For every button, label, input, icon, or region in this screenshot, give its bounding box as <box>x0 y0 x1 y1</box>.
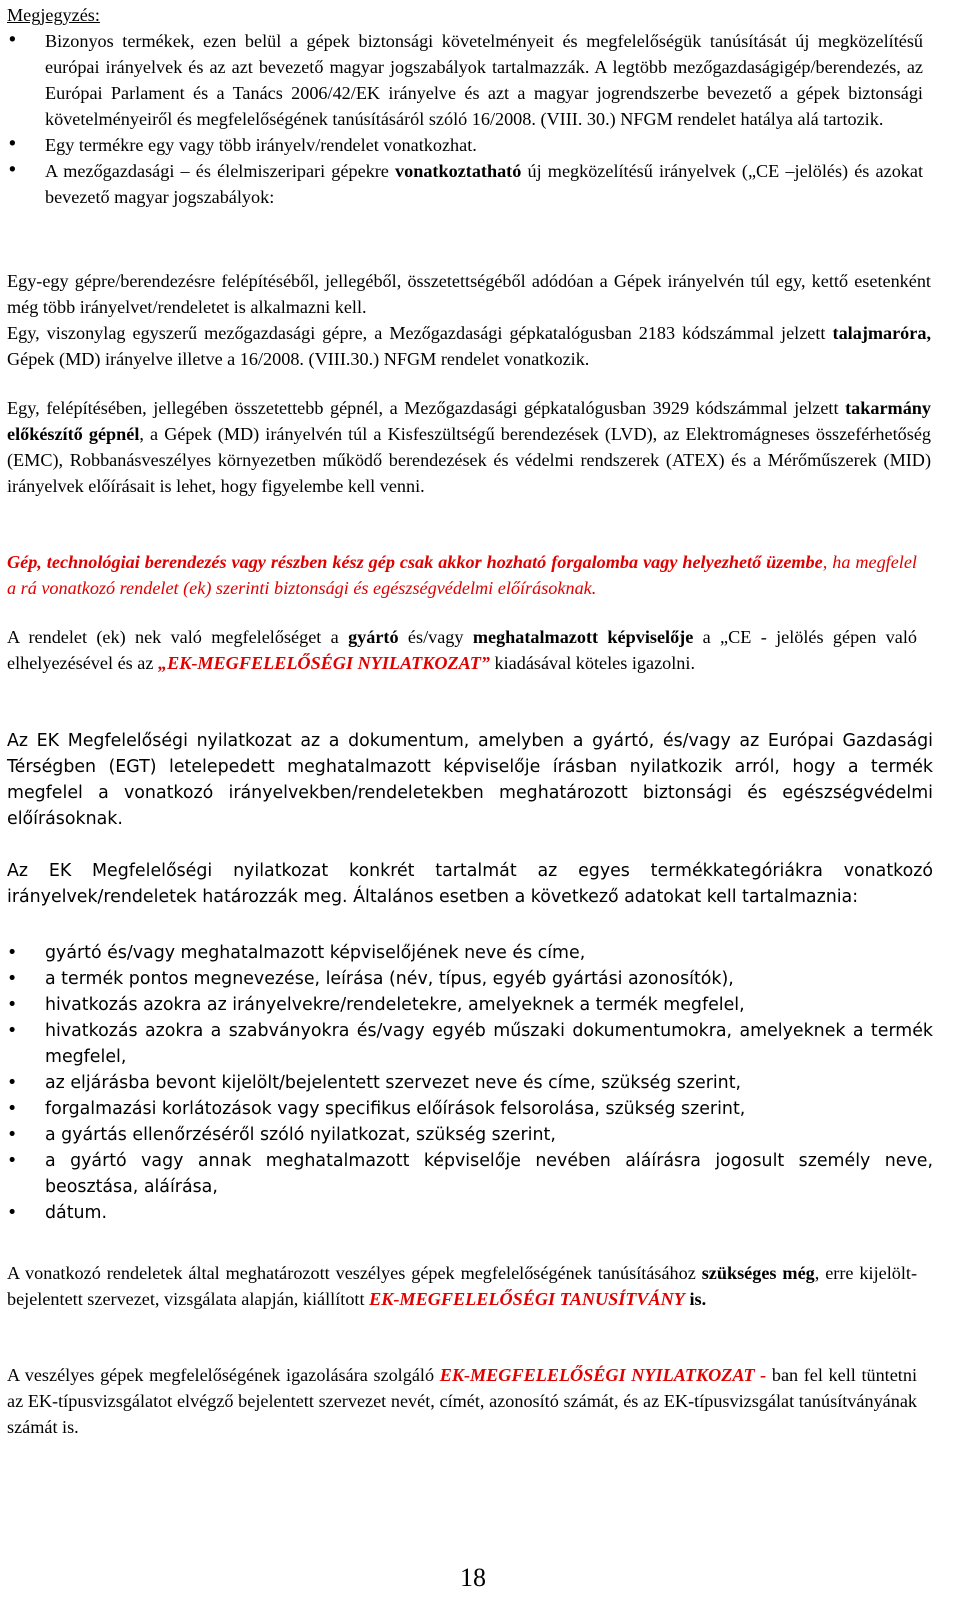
paragraph-takarmany: Egy, felépítésében, jellegében összetettebb gépnél, a Mezőgazdasági gépkatalógusban 3929 kódszámmal jelzett takarmány előkészítő gépnél, a Gépek (MD) irányelvén túl a Kisfeszültségű berendezések (LVD), az Elektromágneses összeférhetőség (EMC), Robbanásveszélyes környezetben működő berendezések és védelmi rendszerek (ATEX) és a Mérőműszerek (MID) irányelvek előírásait is lehet, hogy figyelembe kell venni. <box>7 398 931 496</box>
list-item: • gyártó és/vagy meghatalmazott képviselőjének neve és címe, <box>7 940 933 966</box>
paragraph-warning: Gép, technológiai berendezés vagy részben kész gép csak akkor hozható forgalomba vagy helyezhető üzembe, ha megfelel a rá vonatkozó rendelet (ek) szerinti biztonsági és egészségvédelmi előírásoknak. <box>7 552 917 598</box>
list-item: • az eljárásba bevont kijelölt/bejelentett szervezet neve és címe, szükség szerint, <box>7 1070 933 1096</box>
list-item: • a gyártás ellenőrzéséről szóló nyilatkozat, szükség szerint, <box>7 1122 933 1148</box>
paragraph-ek-content: Az EK Megfelelőségi nyilatkozat konkrét tartalmát az egyes termékkategóriákra vonatkozó irányelvek/rendeletek határozzák meg. Általános esetben a következő adatokat kell tartalmaznia: <box>7 861 933 907</box>
bullet-icon: • <box>7 134 18 155</box>
bullet-icon: • <box>7 943 18 963</box>
list-item: • a termék pontos megnevezése, leírása (név, típus, egyéb gyártási azonosítók), <box>7 966 933 992</box>
list-item: • a gyártó vagy annak meghatalmazott képviselője nevében aláírásra jogosult személy neve, beosztása, aláírása, <box>7 1148 933 1200</box>
bullet-icon: • <box>7 995 18 1015</box>
bullet-icon: • <box>7 1021 18 1041</box>
note-list <box>7 28 923 210</box>
paragraph-talajmaro: Egy, viszonylag egyszerű mezőgazdasági gépre, a Mezőgazdasági gépkatalógusban 2183 kódszámmal jelzett talajmaróra, Gépek (MD) irányelve illetve a 16/2008. (VIII.30.) NFGM rendelet vonatkozik. <box>7 323 931 369</box>
bullet-icon: • <box>7 160 18 181</box>
note-heading: Megjegyzés: <box>7 5 100 25</box>
content-list <box>7 940 933 1226</box>
bullet-icon: • <box>7 30 18 51</box>
list-item: • dátum. <box>7 1200 933 1226</box>
paragraph-tanusitvany: A vonatkozó rendeletek által meghatározott veszélyes gépek megfelelőségének tanúsításához szükséges még, erre kijelölt-bejelentett szervezet, vizsgálata alapján, kiállított EK-MEGFELELŐSÉGI TANUSÍTVÁNY is. <box>7 1263 917 1309</box>
list-item: • hivatkozás azokra a szabványokra és/vagy egyéb műszaki dokumentumokra, amelyeknek a termék megfelel, <box>7 1018 933 1070</box>
list-item: • Bizonyos termékek, ezen belül a gépek biztonsági követelményeit és megfelelőségük tanúsítását új megközelítésű európai irányelvek és az azt bevezető magyar jogszabályok tartalmazzák. A legtöbb mezőgazdaságigép/berendezés, az Európai Parlament és a Tanács 2006/42/EK irányelve és azt a magyar jogrendszerbe bevezető a gépek biztonsági követelményeiről és megfelelőségének tanúsításáról szóló 16/2008. (VIII. 30.) NFGM rendelet hatálya alá tartozik. <box>7 30 923 129</box>
bullet-icon: • <box>7 1099 18 1119</box>
paragraph-gyarto: A rendelet (ek) nek való megfelelőséget a gyártó és/vagy meghatalmazott képviselője a „CE - jelölés gépen való elhelyezésével és az „EK-MEGFELELŐSÉGI NYILATKOZAT” kiadásával köteles igazolni. <box>7 627 917 673</box>
bullet-icon: • <box>7 1073 18 1093</box>
list-item: • A mezőgazdasági – és élelmiszeripari gépekre vonatkoztatható új megközelítésű irányelvek („CE –jelölés) és azokat bevezető magyar jogszabályok: <box>7 160 924 207</box>
bullet-icon: • <box>7 1203 18 1223</box>
document-page <box>7 0 939 1609</box>
bullet-icon: • <box>7 1151 18 1171</box>
bullet-icon: • <box>7 969 18 989</box>
list-item: • forgalmazási korlátozások vagy specifikus előírások felsorolása, szükség szerint, <box>7 1096 933 1122</box>
paragraph-veszelyes: A veszélyes gépek megfelelőségének igazolására szolgáló EK-MEGFELELŐSÉGI NYILATKOZAT - ban fel kell tüntetni az EK-típusvizsgálatot elvégző bejelentett szervezet nevét, címét, azonosító számát, és az EK-típusvizsgálat tanúsítványának számát is. <box>7 1365 918 1437</box>
paragraph-ek-definition: Az EK Megfelelőségi nyilatkozat az a dokumentum, amelyben a gyártó, és/vagy az Európai Gazdasági Térségben (EGT) letelepedett meghatalmazott képviselője írásban nyilatkozik arról, hogy a termék megfelel a vonatkozó irányelvekben/rendeletekben meghatározott biztonsági és egészségvédelmi előírásoknak. <box>7 731 933 829</box>
list-item: • Egy termékre egy vagy több irányelv/rendelet vonatkozhat. <box>7 132 923 158</box>
bullet-icon: • <box>7 1125 18 1145</box>
list-item: • hivatkozás azokra az irányelvekre/rendeletekre, amelyeknek a termék megfelel, <box>7 992 933 1018</box>
paragraph-multi-directive: Egy-egy gépre/berendezésre felépítéséből, jellegéből, összetettségéből adódóan a Gépek irányelvén túl egy, kettő esetenként még több irányelvet/rendeletet is alkalmazni kell. <box>7 271 931 317</box>
page-number: 18 <box>460 1563 486 1592</box>
